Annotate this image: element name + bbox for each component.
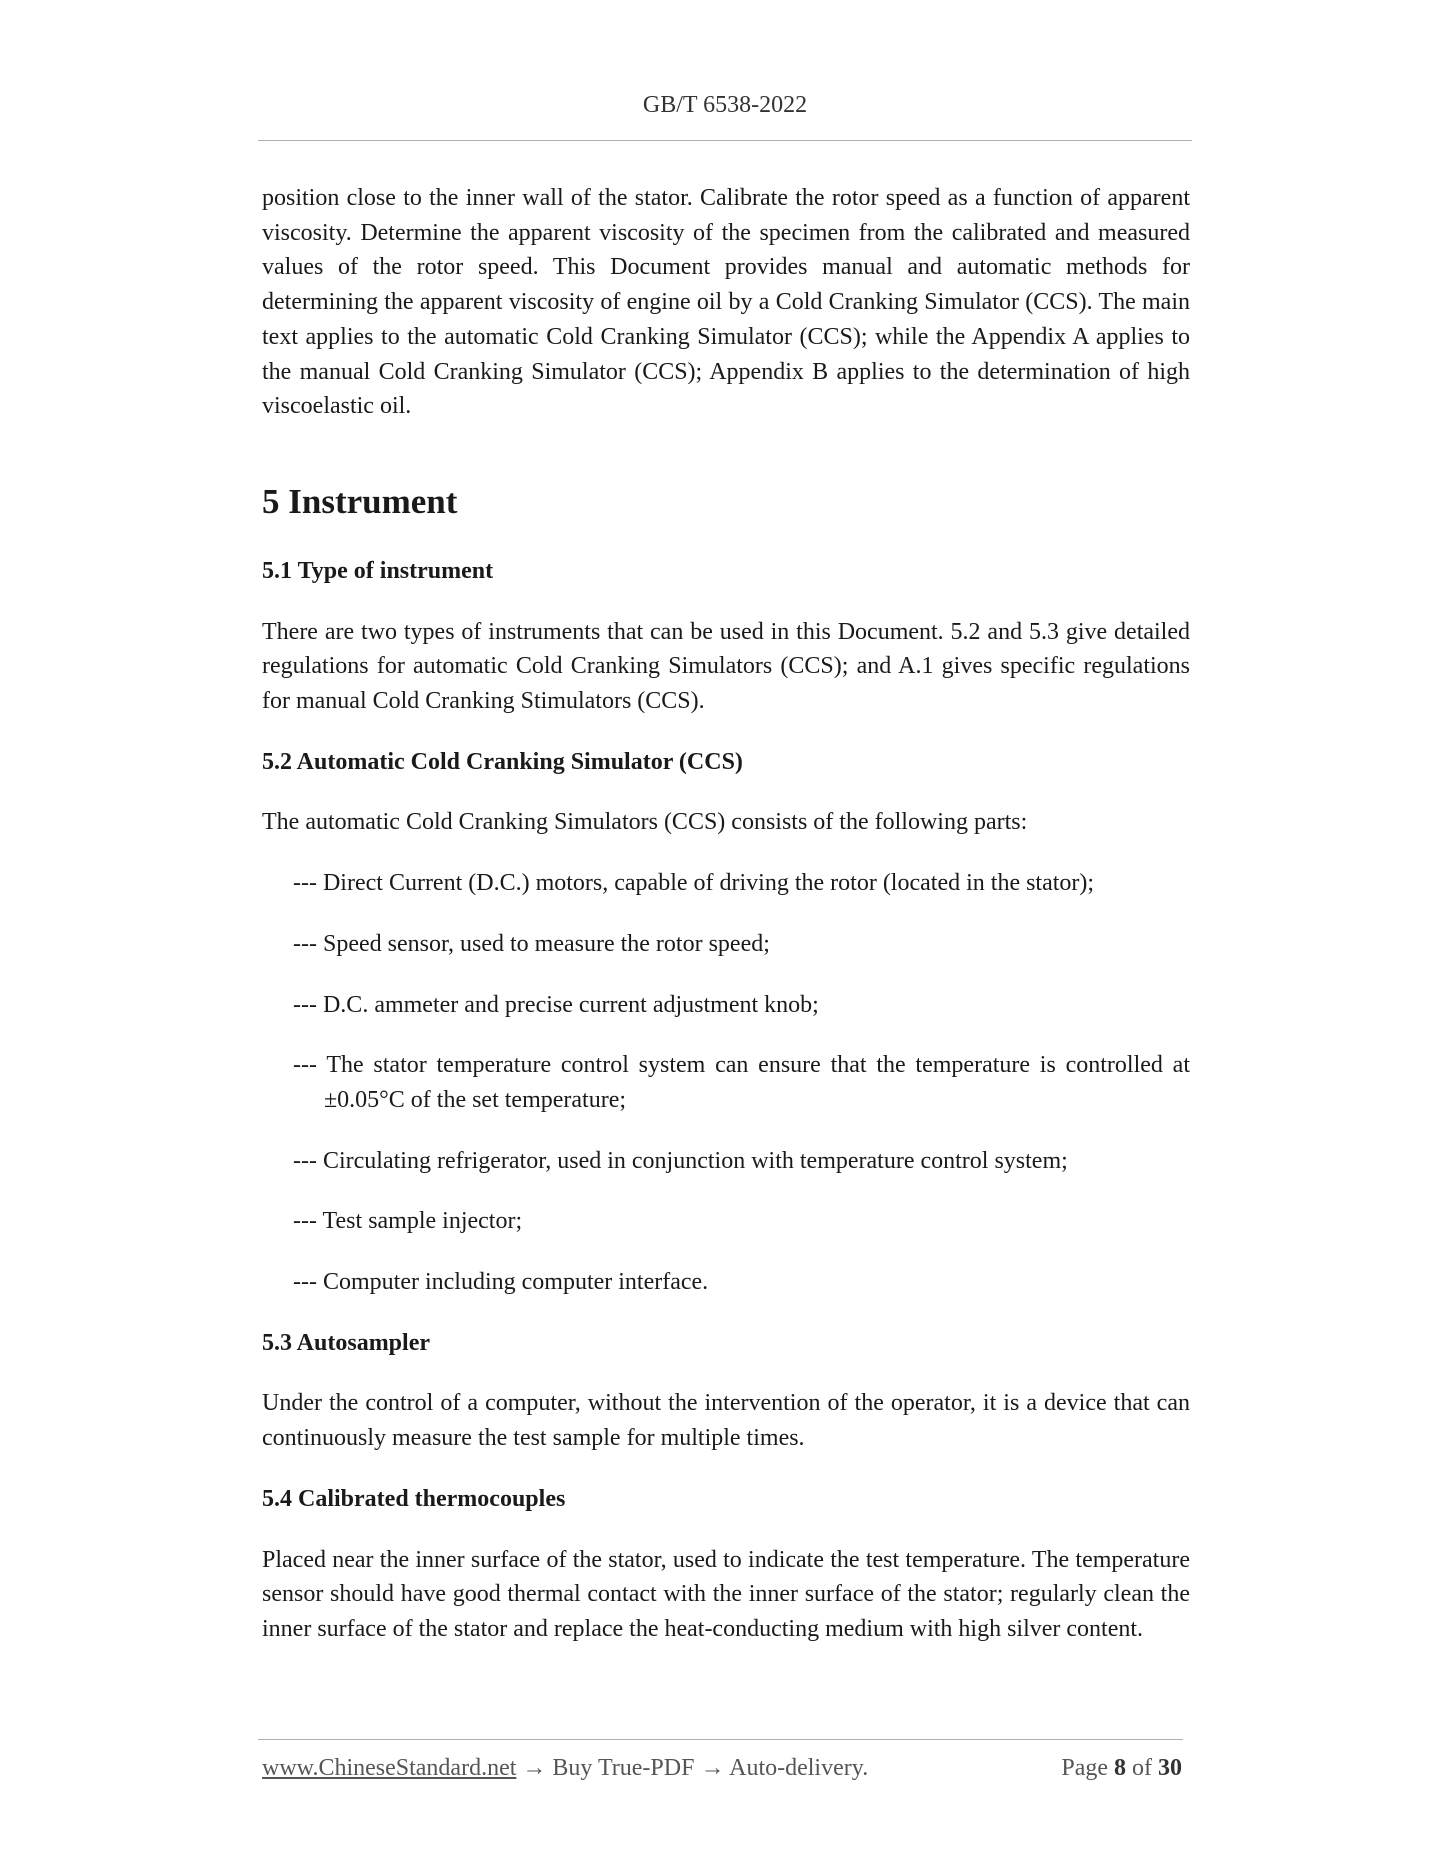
list-item: --- Circulating refrigerator, used in conjunction with temperature control system; bbox=[293, 1147, 1068, 1174]
component-list bbox=[262, 866, 1190, 1300]
page-content bbox=[262, 181, 1190, 1647]
list-item: --- Computer including computer interface. bbox=[293, 1269, 709, 1296]
website-link[interactable]: www.ChineseStandard.net bbox=[262, 1755, 517, 1781]
list-item: --- D.C. ammeter and precise current adjustment knob; bbox=[293, 991, 819, 1018]
list-item: --- The stator temperature control system can ensure that the temperature is controlled at ±0.05°C of the set temperature; bbox=[293, 1052, 1190, 1113]
list-item: --- Test sample injector; bbox=[293, 1208, 523, 1235]
footer-promo-text: → Buy True-PDF → Auto-delivery. bbox=[516, 1755, 869, 1781]
page-footer bbox=[262, 1755, 1182, 1789]
list-item: --- Speed sensor, used to measure the rotor speed; bbox=[293, 930, 770, 957]
section-5-2-text: The automatic Cold Cranking Simulators (CCS) consists of the following parts: bbox=[262, 809, 1028, 836]
section-5-4-heading: 5.4 Calibrated thermocouples bbox=[262, 1485, 566, 1512]
total-pages: 30 bbox=[1158, 1755, 1182, 1781]
section-5-heading: 5 Instrument bbox=[262, 481, 458, 521]
footer-promo bbox=[262, 1755, 868, 1782]
footer-divider bbox=[258, 1739, 1183, 1740]
intro-paragraph: position close to the inner wall of the stator. Calibrate the rotor speed as a function of apparent viscosity. Determine the apparent viscosity of the specimen from the calibrated and measured values of the rotor speed. This Document provides manual and automatic methods for determining the apparent viscosity of engine oil by a Cold Cranking Simulator (CCS). The main text applies to the automatic Cold Cranking Simulator (CCS); while the Appendix A applies to the manual Cold Cranking Simulator (CCS); Appendix B applies to the determination of high viscoelastic oil. bbox=[262, 185, 1190, 420]
document-header: GB/T 6538-2022 bbox=[642, 92, 808, 118]
list-item: --- Direct Current (D.C.) motors, capable of driving the rotor (located in the stator); bbox=[293, 870, 1095, 897]
section-5-1-text: There are two types of instruments that can be used in this Document. 5.2 and 5.3 give detailed regulations for automatic Cold Cranking Simulators (CCS); and A.1 gives specific regulations for manual Cold Cranking Stimulators (CCS). bbox=[262, 618, 1190, 715]
section-5-2-heading: 5.2 Automatic Cold Cranking Simulator (CCS) bbox=[262, 748, 743, 775]
section-5-4-text: Placed near the inner surface of the stator, used to indicate the test temperature. The temperature sensor should have good thermal contact with the inner surface of the stator; regularly clean the inner surface of the stator and replace the heat-conducting medium with high silver content. bbox=[262, 1546, 1190, 1642]
header-divider bbox=[258, 140, 1192, 141]
page-number: Page 8 of 30 bbox=[1061, 1755, 1182, 1781]
current-page: 8 bbox=[1114, 1755, 1126, 1781]
section-5-3-text: Under the control of a computer, without the intervention of the operator, it is a device that can continuously measure the test sample for multiple times. bbox=[262, 1390, 1190, 1452]
section-5-1-heading: 5.1 Type of instrument bbox=[262, 557, 494, 584]
section-5-3-heading: 5.3 Autosampler bbox=[262, 1329, 430, 1356]
